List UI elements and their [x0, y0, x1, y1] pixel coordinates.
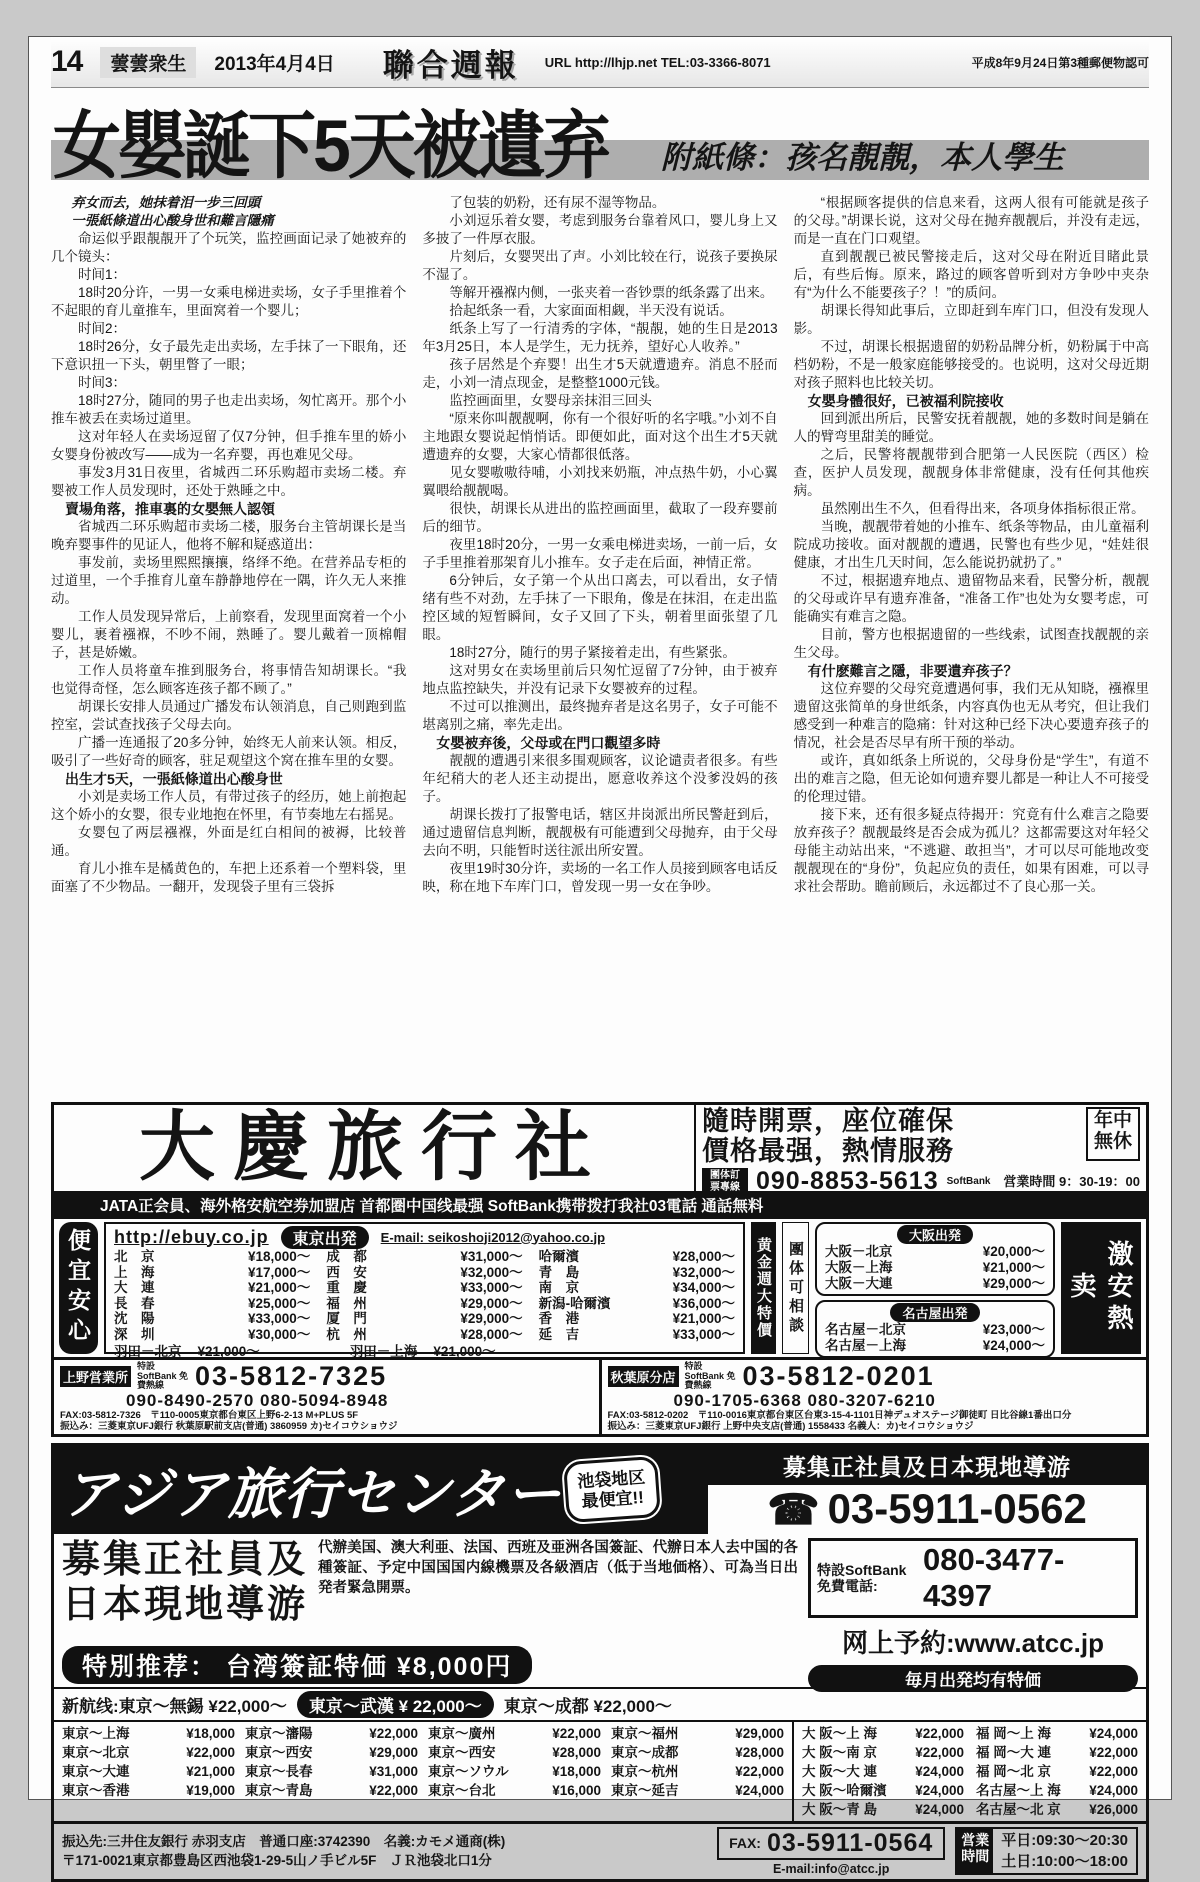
softbank-free-line-label: 特設 SoftBank 免費熱線 — [684, 1360, 736, 1391]
office-bank-transfer: 振込み：三菱東京UFJ銀行 上野中央支店(普通) 1558433 名義人：カ)セイコウショウジ — [607, 1421, 974, 1433]
price-row: 名古屋－北京 ¥23,000～ — [825, 1322, 1045, 1337]
fare-cell: 東京～杭州 ¥22,000 — [611, 1763, 784, 1779]
business-hours-value: 9：30-19：00 — [1059, 1174, 1140, 1190]
article-paragraph: 胡课长得知此事后，立即赶到车库门口，但没有发现人影。 — [793, 303, 1149, 336]
article-paragraph: 賣場角落，推車裏的女嬰無人認領 — [65, 501, 275, 517]
weekend-hours: 土日:10:00～18:00 — [1001, 1853, 1128, 1871]
price-row: 哈爾濱 ¥28,000～ — [538, 1249, 735, 1264]
office-fax-address: FAX:03-5812-7326 〒110-0005東京都台東区上野6-2-13 M+PLUS 5F — [60, 1409, 359, 1421]
office-bank-transfer: 振込み：三菱東京UFJ銀行 秋葉原駅前支店(普通) 3860959 カ)セイコウショウジ — [60, 1421, 398, 1433]
osaka-price-rows — [825, 1244, 1045, 1292]
office-contact — [599, 1360, 1147, 1434]
article-paragraph: 夜里18时20分，一男一女乘电梯进卖场，一前一后，女子手里推着那架育儿小推车。女子走在后面，神情正常。 — [422, 537, 778, 570]
article-paragraph: 夜里19时30分许，卖场的一名工作人员接到顾客电话反映，称在地下车库门口，曾发现一男一女在争吵。 — [422, 861, 778, 894]
fare-cell: 大 阪～哈爾濱 ¥24,000 — [802, 1782, 964, 1798]
fare-cell: 福 岡～北 京 ¥22,000 — [976, 1763, 1138, 1779]
article-paragraph: 一張紙條道出心酸身世和難言隱痛 — [71, 213, 274, 228]
newspaper-page — [28, 36, 1172, 1876]
fare-cell: 東京～長春 ¥31,000 — [245, 1763, 418, 1779]
office-phone-main: 03-5812-7325 — [195, 1361, 388, 1391]
banner-slogan-2: 價格最强，熱情服務 — [702, 1135, 954, 1166]
price-row: 長 春 ¥25,000～ — [114, 1295, 311, 1311]
new-route-prefix: 新航线:東京～無錫 ¥22,000～ — [62, 1696, 287, 1716]
price-row: 大阪－北京 ¥20,000～ — [825, 1244, 1045, 1259]
article-paragraph: 不过，胡课长根据遗留的奶粉品牌分析，奶粉属于中高档奶粉，不是一般家庭能够接受的。也说明，这对父母近期对孩子照料也比较关切。 — [793, 339, 1149, 390]
fare-cell: 大 阪～大 連 ¥24,000 — [802, 1763, 964, 1779]
ad-asia-right-panel — [808, 1538, 1138, 1690]
article-paragraph: 有什麽難言之隱，非要遺弃孩子？ — [807, 663, 1018, 679]
price-row: 成 都 ¥31,000～ — [326, 1249, 523, 1264]
article-column-1 — [51, 194, 406, 1096]
article-paragraph: 女婴包了两层襁褓，外面是红白相间的被褥，比较普通。 — [51, 825, 407, 858]
article-paragraph: 工作人员发现异常后，上前察看，发现里面窝着一个小婴儿，裹着襁褓，不吵不闹，熟睡了。婴儿戴着一顶棉帽子，甚是娇嫩。 — [51, 609, 407, 660]
burst-line-2: 最便宜!! — [580, 1487, 645, 1511]
tokyo-departure-label: 東京出発 — [281, 1226, 369, 1249]
article-paragraph: 胡课长安排人员通过广播发布认领消息，自己则跑到监控室，尝试查找孩子父母去向。 — [51, 699, 407, 732]
fare-cell: 名古屋～北 京 ¥26,000 — [976, 1801, 1138, 1817]
fax-box — [717, 1827, 945, 1860]
fare-cell: 東京～西安 ¥28,000 — [428, 1744, 601, 1760]
price-row: 南 京 ¥34,000～ — [538, 1280, 735, 1295]
article-paragraph: 靓靓的遭遇引来很多围观顾客，议论谴责者很多。有些年纪稍大的老人还主动提出，愿意收养这个没爹没妈的孩子。 — [422, 753, 778, 804]
article-paragraph: 纸条上写了一行清秀的字体，“靚靚，她的生日是2013年3月25日，本人是学生，无力抚养，望好心人收养。” — [422, 321, 778, 354]
article-paragraph: 育儿小推车是橘黄色的，车把上还系着一个塑料袋，里面塞了不少物品。一翻开，发现袋子里有三袋拆 — [51, 861, 407, 894]
address-line: 〒171-0021東京都豊島区西池袋1-29-5山ノ手ビル5F ＪＲ池袋北口1分 — [62, 1853, 492, 1869]
bank-transfer-line: 振込先:三井住友銀行 赤羽支店 普通口座:3742390 名義:カモメ通商(株) — [62, 1833, 506, 1849]
booking-url: http://ebuy.co.jp — [114, 1226, 269, 1247]
article-paragraph: 之后，民警将靓靓带到合肥第一人民医院（西区）检查，医护人员发现，靓靓身体非常健康，没有任何其他疾病。 — [793, 447, 1149, 498]
fare-cell: 東京～青島 ¥22,000 — [245, 1782, 418, 1798]
ad-asia-price-table — [54, 1720, 1146, 1821]
cheap-safe-strip: 便宜安心 — [59, 1222, 98, 1354]
ad-asia-top — [54, 1446, 1146, 1534]
ad-daqing-travel — [51, 1102, 1149, 1437]
price-row: 大阪－大連 ¥29,000～ — [825, 1276, 1045, 1291]
fax-number: 03-5911-0564 — [766, 1828, 934, 1857]
headline-title: 女嬰誕下5天被遺弃 — [53, 105, 608, 188]
banner-slogans — [702, 1107, 1086, 1166]
office-phone-mobile: 090-1705-6368 080-3207-6210 — [673, 1391, 936, 1410]
article-paragraph: 这位弃婴的父母究竟遭遇何事，我们无从知晓，襁褓里遗留这张简单的身世纸条，内容真伪也无从考究，但让我们感受到一种难言的隐痛：针对这种已经下决心要遗弃孩子的情况，社会是否尽早有所干预的举动。 — [793, 681, 1149, 750]
business-hours-label: 営業時間 — [957, 1829, 993, 1873]
softbank-free-call-label — [817, 1562, 915, 1594]
article-paragraph: 孩子居然是个弃婴！出生才5天就遭遗弃。消息不胫而走，小刘一清点现金，是整整1000元钱。 — [422, 357, 778, 390]
office-phone-mobile: 090-8490-2570 080-5094-8948 — [126, 1391, 389, 1410]
west-japan-fares-grid — [792, 1722, 1146, 1821]
ad-daqing-contacts — [54, 1357, 1146, 1434]
softbank-label-line2: 免費電話: — [817, 1577, 878, 1594]
burst-line-1: 池袋地区 — [576, 1467, 646, 1492]
article-paragraph: 不过，根据遗弃地点、遗留物品来看，民警分析，靓靓的父母或许早有遗弃准备，“准备工作”也处为女婴考虑，可能确实有难言之隐。 — [793, 573, 1149, 624]
article-paragraph: 18时20分许，一男一女乘电梯进卖场，女子手里推着个不起眼的育儿童推车，里面窝着一个婴儿； — [51, 285, 407, 318]
nagoya-departure-box — [815, 1300, 1055, 1358]
ad-asia-bottom-bar — [54, 1821, 1146, 1879]
fare-cell: 福 岡～大 連 ¥22,000 — [976, 1744, 1138, 1760]
article-paragraph: 拾起纸条一看，大家面面相觑，半天没有说话。 — [449, 303, 733, 318]
fare-cell: 東京～廣州 ¥22,000 — [428, 1725, 601, 1741]
price-row: 福 州 ¥29,000～ — [326, 1295, 523, 1311]
article-paragraph: 6分钟后，女子第一个从出口离去，可以看出，女子情绪有些不对劲，左手抹了一下眼角，像是在抹泪，在走出监控区域的短暂瞬间，女子又回了下头，朝着里面张望了几眼。 — [422, 573, 778, 642]
article-paragraph: 时间1： — [78, 267, 127, 282]
article-paragraph: 目前，警方也根据遗留的一些线索，试图查找靓靓的亲生父母。 — [793, 627, 1149, 660]
online-booking-url: 网上予約:www.atcc.jp — [842, 1627, 1104, 1658]
ad-asia-recruit-phone — [705, 1446, 1146, 1534]
nagoya-price-rows — [825, 1322, 1045, 1354]
fax-email-block — [717, 1827, 945, 1876]
fax-label: FAX: — [729, 1835, 761, 1852]
article-paragraph: 接下来，还有很多疑点待揭开：究竟有什么难言之隐要放弃孩子？靓靓最终是否会成为孤儿？这都需要这对年轻父母能主动站出来，“不逃避、敢担当”，才可以尽可能地改变靓靓现在的“身份”，负起应负的责任，如果有困难，可以寻求社会帮助。瞻前顾后，永远都过不了良心那一关。 — [793, 807, 1149, 894]
price-row: 重 慶 ¥33,000～ — [326, 1280, 523, 1295]
article-paragraph: 监控画面里，女婴母亲抹泪三回头 — [449, 393, 652, 408]
new-route-wuhan-pill: 東京～武漢 ¥ 22,000～ — [297, 1691, 494, 1718]
article-paragraph: 见女婴嗷嗷待哺，小刘找来奶瓶，冲点热牛奶，小心翼翼喂给靓靓喝。 — [422, 465, 778, 498]
services-description: 代辦美国、澳大利亜、法国、西班及亜洲各国簽証、代辦日本人去中国的各種簽証、予定中国国国内線機票及各級酒店（低于当地価格）、可為当日出発者緊急開票。 — [318, 1539, 798, 1597]
fare-cell: 大 阪～上 海 ¥22,000 — [802, 1725, 964, 1741]
masthead — [51, 37, 1149, 88]
ad-asia-title-band — [54, 1446, 705, 1534]
fare-cell: 東京～西安 ¥29,000 — [245, 1744, 418, 1760]
article-paragraph: 事发前，卖场里熙熙攘攘，络绎不绝。在营养品专柜的过道里，一个手推育儿童车静静地停在一隅，许久无人来推动。 — [51, 555, 407, 606]
price-row: 大 連 ¥21,000～ — [114, 1280, 311, 1295]
softbank-note: SoftBank — [946, 1176, 991, 1188]
article-paragraph: “根据顾客提供的信息来看，这两人很有可能就是孩子的父母。”胡课长说，这对父母在抛弃靓靓后，并没有走远，而是一直在门口观望。 — [793, 195, 1149, 246]
article-paragraph: 了包装的奶粉，还有尿不湿等物品。 — [449, 195, 666, 210]
fare-cell: 名古屋～上 海 ¥24,000 — [976, 1782, 1138, 1798]
article-body — [51, 194, 1149, 1096]
price-row: 沈 陽 ¥33,000～ — [114, 1311, 311, 1326]
article-column-3 — [794, 194, 1149, 1096]
tokyo-price-box — [104, 1222, 745, 1359]
article-paragraph: 事发3月31日夜里，省城西二环乐购超市卖场二楼。弃婴被工作人员发现时，还处于熟睡之中。 — [51, 465, 407, 498]
article-paragraph: 等解开襁褓内侧，一张夹着一沓钞票的纸条露了出来。 — [449, 285, 774, 300]
banner-slogan-1: 隨時開票，座位確保 — [702, 1106, 954, 1136]
fare-cell: 東京～大連 ¥21,000 — [62, 1763, 235, 1779]
paper-name: 聯合週報 — [382, 47, 519, 83]
article-paragraph: 工作人员将童车推到服务台，将事情告知胡课长。“我也觉得奇怪，怎么顾客连孩子都不顾了。” — [51, 663, 407, 696]
banner-group-line — [702, 1167, 1140, 1196]
osaka-departure-box — [815, 1222, 1055, 1296]
taiwan-visa-special: 特別推荐： 台湾簽証特価 ¥8,000円 — [62, 1646, 532, 1684]
main-phone-row — [708, 1485, 1146, 1534]
fare-cell: 東京～瀋陽 ¥22,000 — [245, 1725, 418, 1741]
softbank-label-line1: 特設SoftBank — [817, 1561, 907, 1578]
business-hours-values — [993, 1829, 1136, 1873]
article-paragraph: 直到靓靓已被民警接走后，这对父母在附近目睹此景后，有些后悔。原来，路过的顾客曾听到对方争吵中夹杂有“为什么不能要孩子？！”的质问。 — [793, 249, 1149, 300]
softbank-phone-box — [808, 1538, 1138, 1618]
price-column — [326, 1249, 522, 1342]
headline-block — [51, 92, 1149, 188]
business-hours — [1003, 1174, 1140, 1190]
issue-date: 2013年4月4日 — [214, 53, 335, 75]
west-departure-boxes — [815, 1222, 1055, 1354]
price-row: 延 吉 ¥33,000～ — [538, 1326, 735, 1342]
ad-daqing-prices — [54, 1219, 1146, 1357]
price-row: 青 島 ¥32,000～ — [538, 1264, 735, 1280]
ad-daqing-title: 大慶旅行社 — [139, 1106, 609, 1190]
section-name: 蕓蕓衆生 — [100, 47, 196, 78]
article-paragraph: 18时26分，女子最先走出卖场，左手抹了一下眼角，还下意识扭一下头，朝里瞥了一眼； — [51, 339, 407, 372]
monthly-special-bar: 毎月出発均有特価 — [808, 1665, 1138, 1692]
article-paragraph: 时间2： — [78, 321, 127, 336]
price-row: 上 海 ¥17,000～ — [114, 1264, 311, 1280]
office-name-badge: 秋葉原分店 — [608, 1366, 679, 1387]
office-phone-main: 03-5812-0201 — [742, 1361, 935, 1391]
group-consult-strip: 團体可相談 — [782, 1222, 809, 1354]
article-column-2 — [422, 194, 777, 1096]
weekday-hours: 平日:09:30～20:30 — [1001, 1832, 1128, 1850]
tokyo-price-grid — [114, 1249, 735, 1342]
price-row: 深 圳 ¥30,000～ — [114, 1326, 311, 1342]
article-paragraph: 小刘是卖场工作人员，有带过孩子的经历，她上前抱起这个娇小的女婴，很专业地抱在怀里，有节奏地左右摇晃。 — [51, 789, 407, 822]
hot-sale-strip: 激安熱卖 — [1061, 1222, 1141, 1354]
fare-cell: 東京～北京 ¥22,000 — [62, 1744, 235, 1760]
headline-annotation: 附紙條：孩名靚靚，本人學生 — [661, 140, 1064, 175]
article-paragraph: 出生才5天，一張紙條道出心酸身世 — [65, 771, 283, 787]
office-phone-row — [608, 1361, 1141, 1392]
article-paragraph: 片刻后，女婴哭出了声。小刘比较在行，说孩子要换尿不湿了。 — [422, 249, 778, 282]
softbank-free-line-label: 特設 SoftBank 免費熱線 — [137, 1360, 189, 1391]
article-paragraph: 或许，真如纸条上所说的，父母身份是“学生”，有道不出的难言之隐，但无论如何遗弃婴儿都是一种让人不可接受的伦理过错。 — [793, 753, 1149, 804]
tokyo-fares-grid — [54, 1722, 792, 1821]
group-booking-label: 團体訂票專線 — [702, 1168, 748, 1195]
article-paragraph: 时间3： — [78, 375, 127, 390]
article-paragraph: 回到派出所后，民警安抚着靓靓，她的多数时间是躺在人的臂弯里甜美的睡觉。 — [793, 411, 1149, 444]
haneda-price-row — [114, 1344, 735, 1360]
fare-cell: 大 阪～青 島 ¥24,000 — [802, 1801, 964, 1817]
new-route-suffix: 東京～成都 ¥22,000～ — [503, 1696, 672, 1716]
fare-cell: 東京～成都 ¥28,000 — [611, 1744, 784, 1760]
article-paragraph: 18时27分，随同的男子也走出卖场，匆忙离开。那个小推车被丢在卖场过道里。 — [51, 393, 407, 426]
open-all-year-badge: 年中無休 — [1086, 1107, 1140, 1161]
page-number: 14 — [51, 45, 83, 78]
fare-cell: 東京～延吉 ¥24,000 — [611, 1782, 784, 1798]
nagoya-departure-label: 名古屋出発 — [890, 1303, 979, 1322]
price-row: 羽田－上海 ¥21,000～ — [349, 1344, 496, 1359]
fare-cell: 東京～ソウル ¥18,000 — [428, 1763, 601, 1779]
business-hours-label: 営業時間 — [1003, 1174, 1056, 1190]
paper-url-tel: URL http://lhjp.net TEL:03-3366-8071 — [544, 54, 771, 70]
price-row: 名古屋－上海 ¥24,000～ — [825, 1338, 1045, 1353]
telephone-icon: ☎ — [767, 1485, 820, 1533]
article-paragraph: 小刘逗乐着女婴，考虑到服务台靠着风口，婴儿身上又多披了一件厚衣服。 — [422, 213, 778, 246]
contact-email: E-mail:info@atcc.jp — [772, 1861, 890, 1876]
article-paragraph: 女嬰身體很好，已被福利院接收 — [807, 393, 1004, 409]
recruit-header: 募集正社員及日本現地導游 — [708, 1446, 1146, 1485]
business-hours-box — [955, 1827, 1138, 1875]
price-row: 厦 門 ¥29,000～ — [326, 1311, 523, 1326]
article-paragraph: 这对男女在卖场里前后只匆忙逗留了7分钟，由于被弃地点监控缺失，并没有记录下女婴被弃的过程。 — [422, 663, 778, 696]
postal-permit: 平成8年9月24日第3種郵便物認可 — [971, 55, 1149, 70]
article-paragraph: 这对年轻人在卖场逗留了仅7分钟，但手推车里的娇小女婴身份被改写——成为一名弃婴，再也难见父母。 — [51, 429, 407, 462]
fare-cell: 東京～台北 ¥16,000 — [428, 1782, 601, 1798]
recruit-line-1: 募集正社員及 — [62, 1538, 309, 1581]
price-row: 大阪－上海 ¥21,000～ — [825, 1260, 1045, 1275]
article-paragraph: 很快，胡课长从进出的监控画面里，截取了一段弃婴前后的细节。 — [422, 501, 778, 534]
golden-week-strip: 黄金週大特價 — [751, 1222, 776, 1354]
article-paragraph: “原来你叫靓靓啊，你有一个很好听的名字哦。”小刘不自主地跟女婴说起悄悄话。即便如此，面对这个出生才5天就遭遗弃的女婴，大家心情都很低落。 — [422, 411, 778, 462]
booking-email: E-mail: seikoshoji2012@yahoo.co.jp — [380, 1229, 606, 1245]
ad-asia-title: アジア旅行センター — [62, 1463, 562, 1526]
recruit-big-text — [62, 1538, 308, 1642]
article-paragraph: 不过可以推测出，最终抛弃者是这名男子，女子可能不堪离别之痛，率先走出。 — [422, 699, 778, 732]
price-column — [539, 1249, 735, 1342]
ad-asia-travel-center — [51, 1443, 1149, 1882]
price-row: 香 港 ¥21,000～ — [538, 1311, 735, 1326]
price-row: 羽田－北京 ¥21,000～ — [114, 1344, 260, 1359]
office-contact — [54, 1360, 599, 1434]
article-paragraph: 胡课长拨打了报警电话，辖区井岗派出所民警赶到后，通过遗留信息判断，靓靓极有可能遭到父母抛弃，由于父母去向不明，只能暂时送往派出所安置。 — [422, 807, 778, 858]
office-phone-row — [60, 1361, 593, 1392]
osaka-departure-label: 大阪出発 — [897, 1225, 973, 1244]
price-row: 北 京 ¥18,000～ — [114, 1249, 311, 1264]
fare-cell: 東京～福州 ¥29,000 — [611, 1725, 784, 1741]
fare-cell: 大 阪～南 京 ¥22,000 — [802, 1744, 964, 1760]
article-paragraph: 虽然刚出生不久，但看得出来，各项身体指标很正常。 — [820, 501, 1145, 516]
jata-membership-bar: JATA正会員、海外格安航空券加盟店 首都圏中国线最强 SoftBank携带拨打我社03電話 通話無料 — [54, 1191, 1146, 1219]
ad-daqing-banner — [694, 1105, 1146, 1196]
office-fax-address: FAX:03-5812-0202 〒110-0016東京都台東区台東3-15-4-1101日神デュオステージ御徒町 日比谷線1番出口分 — [607, 1409, 1072, 1421]
article-paragraph: 当晚，靓靓带着她的小推车、纸条等物品，由儿童福利院成功接收。面对靓靓的遭遇，民警也有些少见，“娃娃很健康，才出生几天时间，怎么能说扔就扔了。” — [793, 519, 1149, 570]
article-paragraph: 弃女而去，她抹着泪一步三回頭 — [71, 195, 261, 210]
price-row: 杭 州 ¥28,000～ — [326, 1326, 523, 1342]
article-paragraph: 广播一连通报了20多分钟，始终无人前来认领。相反，吸引了一些好奇的顾客，驻足观望这个窝在推车里的女婴。 — [51, 735, 407, 768]
article-paragraph: 女嬰被弃後，父母或在門口觀望多時 — [436, 735, 661, 751]
article-paragraph: 18时27分，随行的男子紧接着走出，有些紧张。 — [449, 645, 736, 660]
price-column — [114, 1249, 310, 1342]
price-box-head — [114, 1225, 735, 1249]
fare-cell: 東京～上海 ¥18,000 — [62, 1725, 235, 1741]
article-paragraph: 省城西二环乐购超市卖场二楼，服务台主管胡课长是当晚弃婴事件的见证人，他将不解和疑惑道出： — [51, 519, 407, 552]
group-booking-phone: 090-8853-5613 — [756, 1167, 939, 1196]
office-name-badge: 上野営業所 — [60, 1366, 131, 1387]
main-phone-number: 03-5911-0562 — [827, 1485, 1087, 1533]
recruit-line-2: 日本現地導游 — [62, 1584, 309, 1627]
ad-daqing-top — [54, 1105, 1146, 1196]
softbank-phone-number: 080-3477-4397 — [922, 1541, 1065, 1613]
article-paragraph: 命运似乎跟靚靚开了个玩笑，监控画面记录了她被弃的几个镜头： — [51, 231, 407, 264]
price-row: 西 安 ¥32,000～ — [326, 1264, 523, 1280]
ikebukuro-cheapest-burst — [566, 1459, 658, 1520]
fare-cell: 福 岡～上 海 ¥24,000 — [976, 1725, 1138, 1741]
bank-and-address — [62, 1832, 707, 1871]
fare-cell: 東京～香港 ¥19,000 — [62, 1782, 235, 1798]
price-row: 新潟-哈爾濱 ¥36,000～ — [538, 1295, 735, 1311]
